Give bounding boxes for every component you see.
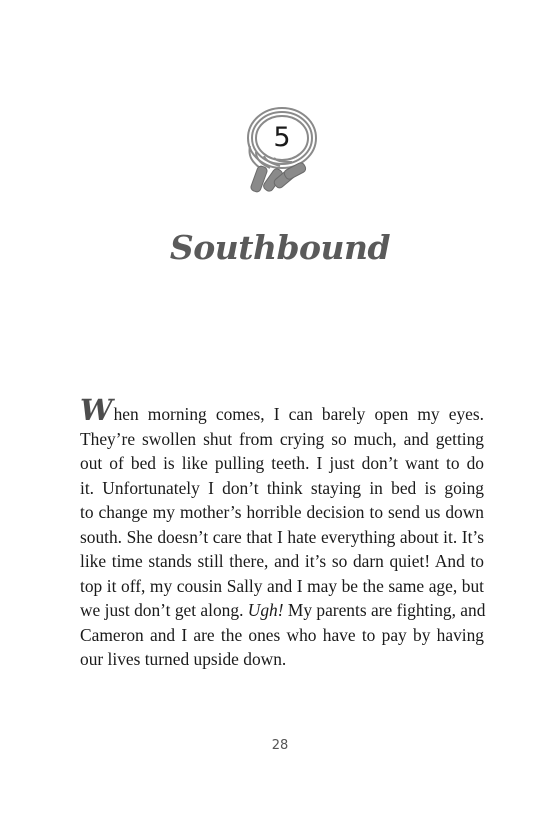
- page-number: 28: [271, 738, 289, 753]
- body-line: to change my mother’s horrible decision to send us down: [80, 502, 484, 522]
- chapter-body: [80, 393, 486, 672]
- body-line: we just don’t get along. Ugh! My parents are fighting, and: [80, 600, 486, 620]
- body-line: out of bed is like pulling teeth. I just don’t want to do: [80, 453, 484, 473]
- chapter-number: 5: [273, 122, 291, 153]
- body-line: like time stands still there, and it’s so darn quiet! And to: [80, 551, 484, 571]
- body-line: our lives turned upside down.: [80, 649, 287, 669]
- drop-cap: W: [80, 393, 113, 427]
- body-line: Cameron and I are the ones who have to pay by having: [80, 624, 484, 645]
- body-line: south. She doesn’t care that I hate everything about it. It’s: [80, 526, 484, 547]
- body-line: They’re swollen shut from crying so much, and getting: [80, 428, 484, 449]
- body-line: it. Unfortunately I don’t think staying in bed is going: [80, 477, 484, 498]
- body-line: When morning comes, I can barely open my eyes.: [80, 393, 484, 427]
- chapter-title: Southbound: [169, 228, 391, 267]
- emphasized-text: Ugh!: [247, 600, 284, 620]
- body-line: top it off, my cousin Sally and I may be the same age, but: [80, 575, 484, 596]
